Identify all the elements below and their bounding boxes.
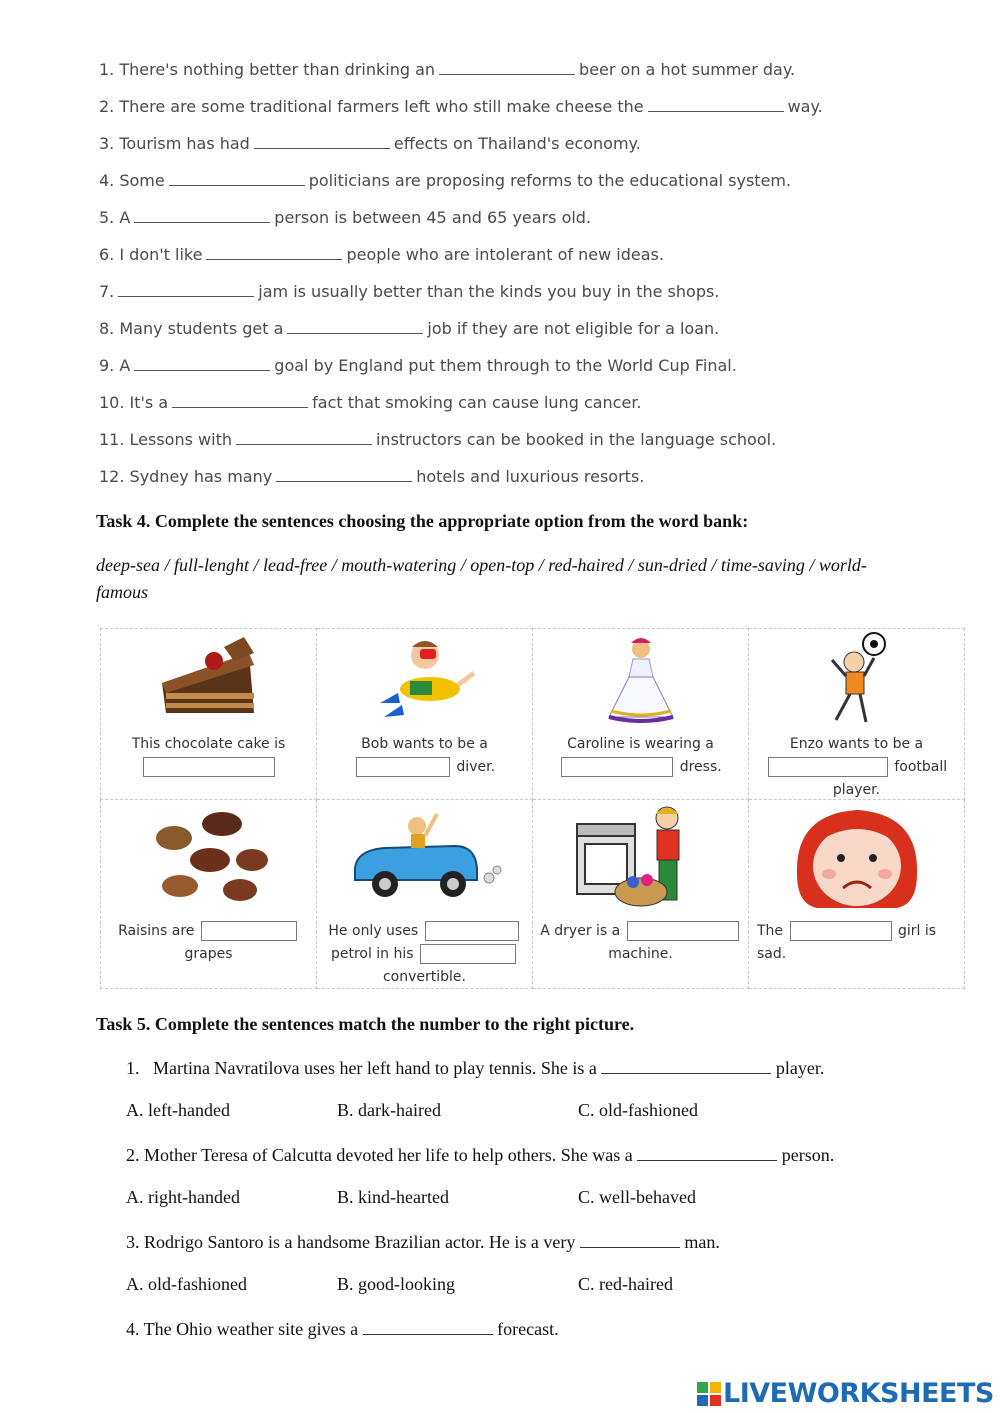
football-player-icon <box>802 630 912 728</box>
answer-box[interactable] <box>143 757 275 777</box>
option-1a[interactable]: A. left-handed <box>126 1100 230 1120</box>
dryer-laundry-icon <box>571 804 711 912</box>
caption-girl: The girl is sad. <box>757 923 937 962</box>
logo-text: LIVEWORKSHEETS <box>723 1378 994 1409</box>
raisins-icon <box>144 806 274 910</box>
option-1c[interactable]: C. old-fashioned <box>578 1100 698 1120</box>
option-3b[interactable]: B. good-looking <box>337 1274 456 1294</box>
sentence-3: 3. Tourism has had effects on Thailand's economy. <box>99 134 641 153</box>
answer-blank[interactable] <box>580 1231 680 1248</box>
caption-cake: This chocolate cake is <box>101 729 316 799</box>
question-4: 4. The Ohio weather site gives a forecast. <box>126 1319 559 1339</box>
answer-box[interactable] <box>356 757 450 777</box>
sentence-11: 11. Lessons with instructors can be booked in the language school. <box>99 430 777 449</box>
caption-car: He only uses petrol in his convertible. <box>317 916 532 988</box>
caption-dress: Caroline is wearing a dress. <box>533 729 748 799</box>
sentence-7: 7. jam is usually better than the kinds you buy in the shops. <box>99 282 720 301</box>
question-1: 1. Martina Navratilova uses her left hand to play tennis. She is a player. <box>126 1058 825 1078</box>
task5-heading: Task 5. Complete the sentences match the number to the right picture. <box>96 1014 635 1034</box>
option-2a[interactable]: A. right-handed <box>126 1187 240 1207</box>
picture-cell-football <box>749 629 965 800</box>
picture-cell-cake <box>101 629 317 800</box>
chocolate-cake-icon <box>154 633 264 725</box>
sentence-8: 8. Many students get a job if they are not eligible for a loan. <box>99 319 720 338</box>
answer-box[interactable] <box>627 921 739 941</box>
answer-box[interactable] <box>561 757 673 777</box>
answer-blank[interactable] <box>287 319 423 334</box>
option-2b[interactable]: B. kind-hearted <box>337 1187 449 1207</box>
answer-blank[interactable] <box>254 134 390 149</box>
caption-raisins: Raisins are grapes <box>101 916 316 988</box>
sentence-2: 2. There are some traditional farmers left who still make cheese the way. <box>99 97 823 116</box>
sentence-1: 1. There's nothing better than drinking an beer on a hot summer day. <box>99 60 796 79</box>
word-bank: deep-sea / full-lenght / lead-free / mouth-watering / open-top / red-haired / sun-dried / time-saving / world-famous <box>96 555 867 602</box>
option-1b[interactable]: B. dark-haired <box>337 1100 441 1120</box>
answer-box[interactable] <box>201 921 297 941</box>
answer-blank[interactable] <box>439 60 575 75</box>
answer-blank[interactable] <box>134 356 270 371</box>
liveworksheets-logo <box>697 1378 994 1409</box>
answer-blank[interactable] <box>648 97 784 112</box>
answer-box[interactable] <box>790 921 892 941</box>
red-haired-girl-icon <box>787 804 927 912</box>
liveworksheets-logo-icon <box>697 1382 721 1406</box>
picture-cell-raisins <box>101 800 317 989</box>
picture-cell-diver <box>317 629 533 800</box>
answer-blank[interactable] <box>276 467 412 482</box>
question-3: 3. Rodrigo Santoro is a handsome Brazilian actor. He is a very man. <box>126 1232 720 1252</box>
answer-blank[interactable] <box>169 171 305 186</box>
answer-blank[interactable] <box>118 282 254 297</box>
answer-blank[interactable] <box>637 1144 777 1161</box>
sentence-9: 9. A goal by England put them through to the World Cup Final. <box>99 356 737 375</box>
sentence-4: 4. Some politicians are proposing reforms to the educational system. <box>99 171 792 190</box>
picture-cell-dryer <box>533 800 749 989</box>
picture-cell-car <box>317 800 533 989</box>
option-2c[interactable]: C. well-behaved <box>578 1187 696 1207</box>
picture-cell-girl <box>749 800 965 989</box>
sentence-6: 6. I don't like people who are intolerant of new ideas. <box>99 245 664 264</box>
sentence-5: 5. A person is between 45 and 65 years old. <box>99 208 592 227</box>
convertible-car-icon <box>345 806 505 910</box>
sentence-10: 10. It's a fact that smoking can cause lung cancer. <box>99 393 642 412</box>
answer-blank[interactable] <box>601 1057 771 1074</box>
sentence-12: 12. Sydney has many hotels and luxurious resorts. <box>99 467 645 486</box>
answer-box[interactable] <box>425 921 519 941</box>
task4-heading: Task 4. Complete the sentences choosing the appropriate option from the word bank: <box>96 511 749 531</box>
caption-diver: Bob wants to be a diver. <box>317 729 532 799</box>
answer-blank[interactable] <box>206 245 342 260</box>
caption-dryer: A dryer is a machine. <box>533 916 748 988</box>
picture-grid <box>100 628 965 989</box>
picture-cell-dress <box>533 629 749 800</box>
option-3c[interactable]: C. red-haired <box>578 1274 673 1294</box>
answer-blank[interactable] <box>363 1318 493 1335</box>
answer-box[interactable] <box>768 757 888 777</box>
question-2: 2. Mother Teresa of Calcutta devoted her life to help others. She was a person. <box>126 1145 835 1165</box>
dancer-dress-icon <box>601 633 681 725</box>
answer-blank[interactable] <box>236 430 372 445</box>
answer-box[interactable] <box>420 944 516 964</box>
option-3a[interactable]: A. old-fashioned <box>126 1274 247 1294</box>
answer-blank[interactable] <box>134 208 270 223</box>
answer-blank[interactable] <box>172 393 308 408</box>
diver-icon <box>370 633 480 725</box>
caption-football: Enzo wants to be a football player. <box>749 729 964 799</box>
